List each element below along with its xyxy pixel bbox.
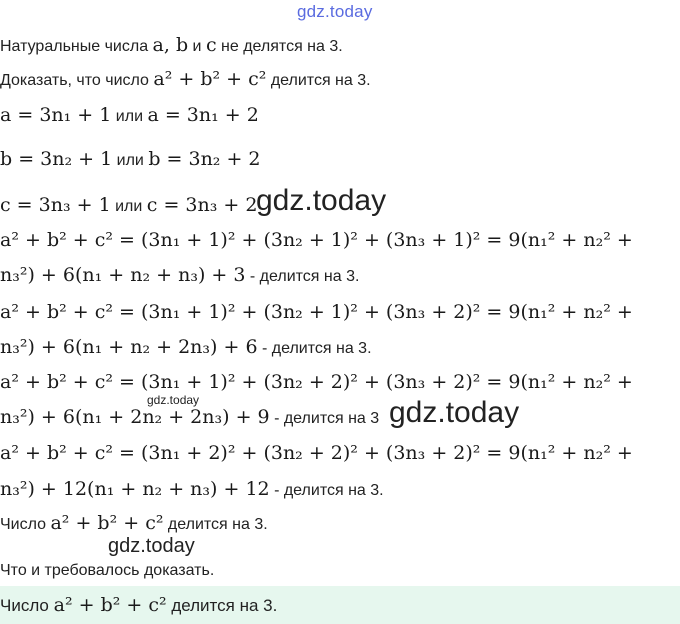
statement-end: не делятся на 3. xyxy=(216,38,343,55)
equation-4a-math: a² + b² + c² = (3n₁ + 2)² + (3n₂ + 2)² + (3n₃ + 2)² = 9(n₁² + n₂² + xyxy=(0,442,633,464)
prove-end: делится на 3. xyxy=(266,72,371,89)
case-c-second: c = 3n₃ + 2 xyxy=(146,194,258,216)
case-a-first: a = 3n₁ + 1 xyxy=(0,104,112,126)
conclusion-line xyxy=(0,514,268,533)
watermark-top: gdz.today xyxy=(297,2,373,21)
prove-math: a² + b² + c² xyxy=(153,68,267,90)
case-c-line xyxy=(0,196,257,215)
qed-text: Что и требовалось доказать. xyxy=(0,562,215,579)
equation-4b-text: - делится на 3. xyxy=(269,482,384,499)
case-a-line xyxy=(0,106,259,125)
statement-math-ab: a, b xyxy=(152,34,189,56)
case-c-or: или xyxy=(110,198,147,215)
equation-2b xyxy=(0,338,372,357)
answer-text: Число xyxy=(0,596,54,615)
watermark-1: gdz.today xyxy=(256,184,387,217)
watermark-4: gdz.today xyxy=(108,535,195,557)
answer-math: a² + b² + c² xyxy=(53,594,167,616)
statement-math-c: c xyxy=(205,34,217,56)
equation-1b xyxy=(0,266,359,285)
equation-4a xyxy=(0,444,633,463)
equation-3b-text: - делится на 3 xyxy=(269,410,380,427)
case-b-second: b = 3n₂ + 2 xyxy=(148,148,261,170)
case-c-first: c = 3n₃ + 1 xyxy=(0,194,111,216)
answer-line xyxy=(0,596,277,615)
answer-end: делится на 3. xyxy=(166,596,278,615)
equation-2a-math: a² + b² + c² = (3n₁ + 1)² + (3n₂ + 1)² + (3n₃ + 2)² = 9(n₁² + n₂² + xyxy=(0,301,633,323)
prove-line xyxy=(0,70,371,89)
equation-1b-text: - делится на 3. xyxy=(245,268,360,285)
qed-line xyxy=(0,563,214,579)
equation-1a xyxy=(0,231,633,250)
case-a-second: a = 3n₁ + 2 xyxy=(147,104,259,126)
watermark-3: gdz.today xyxy=(389,396,520,429)
watermark-2: gdz.today xyxy=(147,393,200,407)
equation-4b-math: n₃²) + 12(n₁ + n₂ + n₃) + 12 xyxy=(0,478,270,500)
conclusion-end: делится на 3. xyxy=(163,516,268,533)
equation-3b xyxy=(0,408,379,427)
equation-4b xyxy=(0,480,384,499)
equation-3a-math: a² + b² + c² = (3n₁ + 1)² + (3n₂ + 2)² + (3n₃ + 2)² = 9(n₁² + n₂² + xyxy=(0,371,633,393)
equation-2a xyxy=(0,303,633,322)
equation-2b-math: n₃²) + 6(n₁ + n₂ + 2n₃) + 6 xyxy=(0,336,258,358)
conclusion-text: Число xyxy=(0,516,51,533)
conclusion-math: a² + b² + c² xyxy=(50,512,164,534)
equation-1a-math: a² + b² + c² = (3n₁ + 1)² + (3n₂ + 1)² + (3n₃ + 1)² = 9(n₁² + n₂² + xyxy=(0,229,633,251)
statement-line xyxy=(0,36,343,55)
equation-3a xyxy=(0,373,633,392)
case-a-or: или xyxy=(111,108,148,125)
equation-1b-math: n₃²) + 6(n₁ + n₂ + n₃) + 3 xyxy=(0,264,246,286)
case-b-or: или xyxy=(112,152,149,169)
case-b-line xyxy=(0,150,261,169)
case-b-first: b = 3n₂ + 1 xyxy=(0,148,113,170)
prove-text: Доказать, что число xyxy=(0,72,154,89)
statement-text: Натуральные числа xyxy=(0,38,153,55)
statement-and: и xyxy=(188,38,206,55)
equation-3b-math: n₃²) + 6(n₁ + 2n₂ + 2n₃) + 9 xyxy=(0,406,270,428)
equation-2b-text: - делится на 3. xyxy=(257,340,372,357)
